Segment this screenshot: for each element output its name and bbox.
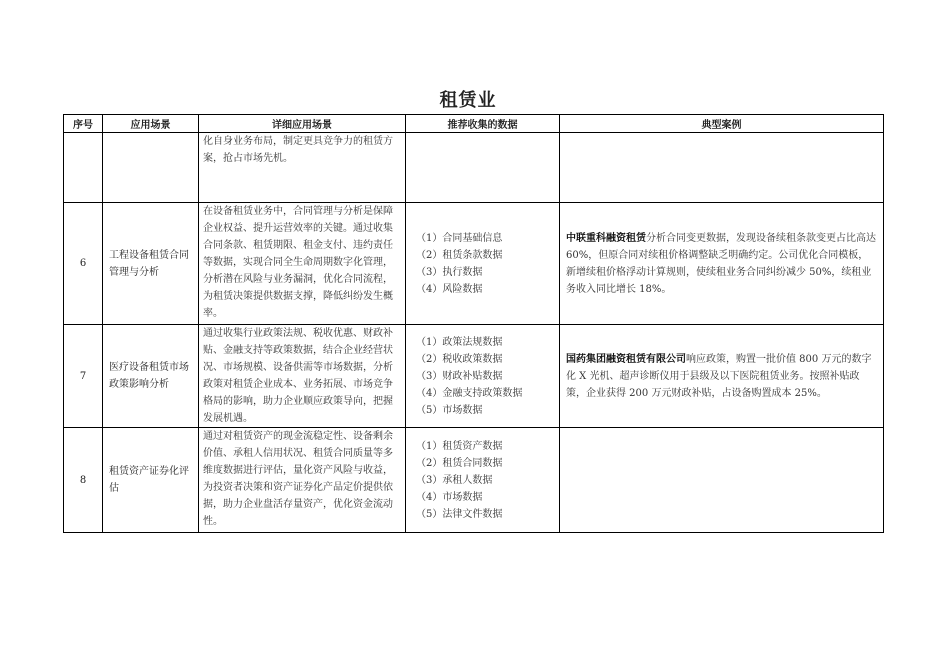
- table-header-row: [64, 115, 884, 133]
- column-header-seq: 序号: [64, 115, 103, 133]
- case-cell: [560, 203, 884, 325]
- data-item: （3）承租人数据: [416, 474, 493, 486]
- data-item: （1）政策法规数据: [416, 336, 503, 348]
- case-cell: [560, 325, 884, 428]
- data-item: （3）财政补贴数据: [416, 370, 503, 382]
- data-cell: [406, 428, 560, 533]
- column-header-scene: 应用场景: [103, 115, 199, 133]
- seq-cell: [64, 133, 103, 203]
- data-item: （3）执行数据: [416, 266, 483, 278]
- column-header-data: 推荐收集的数据: [406, 115, 560, 133]
- table-row: [64, 325, 884, 428]
- case-company: 中联重科融资租赁: [566, 232, 646, 244]
- case-text: 分析合同变更数据，发现设备续租条款变更占比高达 60%，但原合同对续租价格调整缺乏明确约定。公司优化合同模板，新增续租价格浮动计算规则，使续租业务合同纠纷减少 50%，续租业务收入同比增长 18%。: [566, 232, 876, 295]
- data-item: （1）合同基础信息: [416, 232, 503, 244]
- data-cell: [406, 133, 560, 203]
- detail-cell: 通过对租赁资产的现金流稳定性、设备剩余价值、承租人信用状况、租赁合同质量等多维度数据进行评估，量化资产风险与收益，为投资者决策和资产证券化产品定价提供依据，助力企业盘活存量资产，优化资金流动性。: [199, 428, 406, 533]
- page-title: 租赁业: [439, 90, 497, 111]
- data-item: （2）税收政策数据: [416, 353, 503, 365]
- data-item: （4）市场数据: [416, 491, 483, 503]
- detail-cell: 化自身业务布局，制定更具竞争力的租赁方案，抢占市场先机。: [199, 133, 406, 203]
- scene-cell: 租赁资产证券化评估: [103, 428, 199, 533]
- seq-cell: 6: [64, 203, 103, 325]
- detail-cell: 在设备租赁业务中，合同管理与分析是保障企业权益、提升运营效率的关键。通过收集合同条款、租赁期限、租金支付、违约责任等数据，实现合同全生命周期数字化管理，分析潜在风险与业务漏洞，优化合同流程，为租赁决策提供数据支撑，降低纠纷发生概率。: [199, 203, 406, 325]
- data-item: （2）租赁合同数据: [416, 457, 503, 469]
- case-company: 国药集团融资租赁有限公司: [566, 353, 686, 365]
- data-item: （1）租赁资产数据: [416, 440, 503, 452]
- column-header-case: 典型案例: [560, 115, 884, 133]
- data-item: （4）金融支持政策数据: [416, 387, 523, 399]
- seq-cell: 8: [64, 428, 103, 533]
- case-text: 响应政策，购置一批价值 800 万元的数字化 X 光机、超声诊断仪用于县级及以下医院租赁业务。按照补贴政策，企业获得 200 万元财政补贴，占设备购置成本 25%。: [566, 353, 872, 399]
- data-item: （5）法律文件数据: [416, 508, 503, 520]
- table-row: [64, 428, 884, 533]
- seq-cell: 7: [64, 325, 103, 428]
- data-cell: [406, 325, 560, 428]
- data-item: （4）风险数据: [416, 283, 483, 295]
- scene-cell: 医疗设备租赁市场政策影响分析: [103, 325, 199, 428]
- table-row: [64, 133, 884, 203]
- detail-cell: 通过收集行业政策法规、税收优惠、财政补贴、金融支持等政策数据，结合企业经营状况、市场规模、设备供需等市场数据，分析政策对租赁企业成本、业务拓展、市场竞争格局的影响，助力企业顺应政策导向，把握发展机遇。: [199, 325, 406, 428]
- table-row: [64, 203, 884, 325]
- leasing-table: [63, 114, 884, 533]
- column-header-detail: 详细应用场景: [199, 115, 406, 133]
- case-cell: [560, 133, 884, 203]
- scene-cell: 工程设备租赁合同管理与分析: [103, 203, 199, 325]
- data-item: （2）租赁条款数据: [416, 249, 503, 261]
- data-item: （5）市场数据: [416, 404, 483, 416]
- data-cell: [406, 203, 560, 325]
- scene-cell: [103, 133, 199, 203]
- case-cell: [560, 428, 884, 533]
